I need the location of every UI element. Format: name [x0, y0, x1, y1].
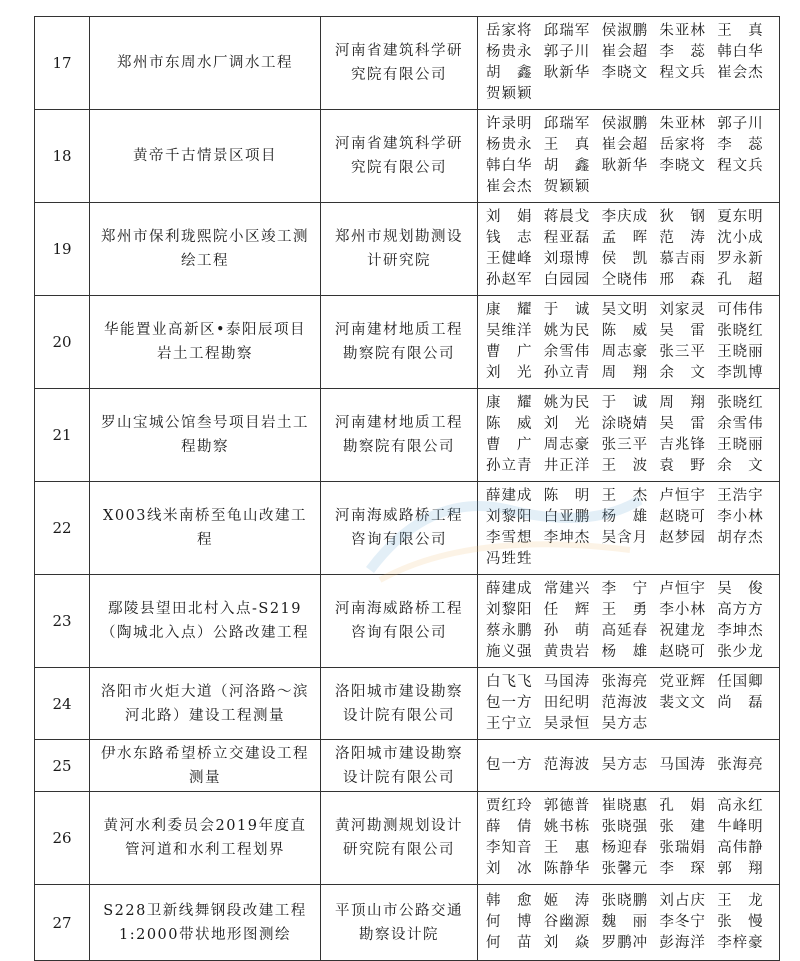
participant-name: 吴 雷	[659, 323, 706, 339]
participant-name: 张海亮	[717, 757, 764, 773]
participants-list	[486, 393, 775, 477]
participant-name: 程文兵	[659, 65, 706, 81]
participant-name: 王宁立	[486, 716, 533, 732]
participant-name: 李坤杰	[717, 623, 764, 639]
participant-name: 曹 广	[486, 344, 533, 360]
participant-name: 彭海洋	[659, 935, 706, 951]
participant-name: 郭德普	[543, 798, 591, 814]
participant-name: 岳家将	[659, 137, 706, 153]
participant-name: 刘 焱	[543, 935, 591, 951]
participant-name: 王浩宇	[717, 488, 764, 504]
participant-name: 常建兴	[543, 581, 591, 597]
participant-name: 刘黎阳	[486, 602, 533, 618]
organization-name: 洛阳城市建设勘察设计院有限公司	[321, 668, 478, 740]
participant-name: 张少龙	[717, 644, 764, 660]
participant-name: 岳家将	[486, 23, 533, 39]
participants-list	[486, 207, 775, 291]
participants-cell	[478, 740, 780, 792]
participant-name: 王健峰	[486, 251, 533, 267]
participant-name: 刘 冰	[486, 861, 533, 877]
participant-name: 崔会杰	[717, 65, 764, 81]
participant-name: 朱亚林	[659, 23, 706, 39]
row-number: 27	[35, 885, 90, 961]
participant-name: 范海波	[543, 757, 591, 773]
participant-name: 刘 光	[543, 416, 591, 432]
participant-name: 钱 志	[486, 230, 533, 246]
participant-name: 王 惠	[543, 840, 591, 856]
participant-name: 黄贵岩	[543, 644, 591, 660]
project-name: 伊水东路希望桥立交建设工程测量	[90, 740, 321, 792]
project-name: 鄢陵县望田北村入点-S219（陶城北入点）公路改建工程	[90, 575, 321, 668]
project-name: 黄帝千古情景区项目	[90, 110, 321, 203]
participant-name: 包一方	[486, 757, 533, 773]
participants-list	[486, 114, 775, 198]
participant-name: 王 杰	[601, 488, 649, 504]
row-number: 18	[35, 110, 90, 203]
participant-name: 吴 雷	[659, 416, 706, 432]
participants-list	[486, 579, 775, 663]
participant-name: 侯 凯	[601, 251, 649, 267]
participant-name: 刘家灵	[659, 302, 706, 318]
project-name: 罗山宝城公馆叁号项目岩土工程勘察	[90, 389, 321, 482]
participant-name: 李 蕊	[659, 44, 706, 60]
participant-name: 罗鹏冲	[601, 935, 649, 951]
row-number: 23	[35, 575, 90, 668]
participant-name: 刘占庆	[659, 893, 706, 909]
participant-name: 孙赵军	[486, 272, 533, 288]
participant-name: 尚 磊	[717, 695, 764, 711]
participant-name: 夏东明	[717, 209, 764, 225]
participant-name: 张馨元	[601, 861, 649, 877]
participants-cell	[478, 482, 780, 575]
participant-name: 李梓豪	[717, 935, 764, 951]
organization-name: 河南海威路桥工程咨询有限公司	[321, 575, 478, 668]
participant-name: 袁 野	[659, 458, 706, 474]
participant-name: 张 建	[659, 819, 706, 835]
participant-name: 高永红	[717, 798, 764, 814]
participants-cell	[478, 110, 780, 203]
row-number: 21	[35, 389, 90, 482]
project-name: S228卫新线舞钢段改建工程1:2000带状地形图测绘	[90, 885, 321, 961]
table-row	[35, 740, 780, 792]
participant-name: 涂晓婧	[601, 416, 649, 432]
participant-name: 姚书栋	[543, 819, 591, 835]
participant-name: 吴录恒	[543, 716, 591, 732]
participant-name: 邱瑞军	[543, 116, 591, 132]
participant-name: 李晓文	[601, 65, 649, 81]
participant-name: 韩白华	[486, 158, 533, 174]
participant-name: 陈 威	[601, 323, 649, 339]
participant-name: 贺颖颖	[543, 179, 591, 195]
participant-name: 高伟静	[717, 840, 764, 856]
participant-name: 马国涛	[543, 674, 591, 690]
participant-name: 杨 雄	[601, 509, 649, 525]
participant-name: 任 辉	[543, 602, 591, 618]
participant-name: 崔晓惠	[601, 798, 649, 814]
participant-name: 于 诚	[543, 302, 591, 318]
table-row	[35, 17, 780, 110]
participant-name: 韩白华	[717, 44, 764, 60]
participant-name: 慕吉雨	[659, 251, 706, 267]
project-name: 黄河水利委员会2019年度直管河道和水利工程划界	[90, 792, 321, 885]
participant-name: 胡存杰	[717, 530, 764, 546]
participant-name: 程文兵	[717, 158, 764, 174]
participant-name: 李 蕊	[717, 137, 764, 153]
participant-name: 王 真	[543, 137, 591, 153]
participant-name: 余雪伟	[717, 416, 764, 432]
participant-name: 吴 俊	[717, 581, 764, 597]
participant-name: 崔会超	[601, 44, 649, 60]
participant-name: 王晓丽	[717, 344, 764, 360]
participant-name: 薛 倩	[486, 819, 533, 835]
organization-name: 洛阳城市建设勘察设计院有限公司	[321, 740, 478, 792]
organization-name: 黄河勘测规划设计研究院有限公司	[321, 792, 478, 885]
participant-name: 党亚辉	[659, 674, 706, 690]
participant-name: 吴维洋	[486, 323, 533, 339]
participant-name: 张三平	[659, 344, 706, 360]
participant-name: 崔会杰	[486, 179, 533, 195]
participants-list	[486, 796, 775, 880]
participant-name: 胡 鑫	[486, 65, 533, 81]
participant-name: 白亚鹏	[543, 509, 591, 525]
participant-name: 沈小成	[717, 230, 764, 246]
participant-name: 王 真	[717, 23, 764, 39]
participant-name: 郭子川	[543, 44, 591, 60]
organization-name: 郑州市规划勘测设计研究院	[321, 203, 478, 296]
participant-name: 卢恒宇	[659, 488, 706, 504]
table-row	[35, 203, 780, 296]
participant-name: 程亚磊	[543, 230, 591, 246]
participant-name: 刘 娟	[486, 209, 533, 225]
row-number: 19	[35, 203, 90, 296]
participant-name: 张晓红	[717, 323, 764, 339]
participant-name: 陈静华	[543, 861, 591, 877]
participants-cell	[478, 575, 780, 668]
participant-name: 侯淑鹏	[601, 116, 649, 132]
participant-name: 刘璟博	[543, 251, 591, 267]
participant-name: 孟 晖	[601, 230, 649, 246]
participant-name: 姚为民	[543, 395, 591, 411]
awards-table	[34, 16, 780, 961]
participants-cell	[478, 203, 780, 296]
participant-name: 高延春	[601, 623, 649, 639]
participant-name: 周志豪	[543, 437, 591, 453]
participant-name: 孙立青	[543, 365, 591, 381]
participant-name: 余雪伟	[543, 344, 591, 360]
participant-name: 仝晓伟	[601, 272, 649, 288]
participant-name: 赵晓可	[659, 509, 706, 525]
participant-name: 吴文明	[601, 302, 649, 318]
participant-name: 侯淑鹏	[601, 23, 649, 39]
participant-name: 吴方志	[601, 716, 649, 732]
participant-name: 周 翔	[601, 365, 649, 381]
participant-name: 李知音	[486, 840, 533, 856]
participant-name: 孙 萌	[543, 623, 591, 639]
participant-name: 许录明	[486, 116, 533, 132]
participant-name: 何 博	[486, 914, 533, 930]
participant-name: 吴含月	[601, 530, 649, 546]
participant-name: 杨迎春	[601, 840, 649, 856]
project-name: 郑州市保利珑熙院小区竣工测绘工程	[90, 203, 321, 296]
project-name: 洛阳市火炬大道（河洛路～滨河北路）建设工程测量	[90, 668, 321, 740]
participants-cell	[478, 792, 780, 885]
participant-name: 赵晓可	[659, 644, 706, 660]
participant-name: 狄 钢	[659, 209, 706, 225]
participant-name: 郭子川	[717, 116, 764, 132]
participant-name: 王 龙	[717, 893, 764, 909]
participant-name: 裴文文	[659, 695, 706, 711]
project-name: 郑州市东周水厂调水工程	[90, 17, 321, 110]
table-row	[35, 575, 780, 668]
participants-list	[486, 672, 775, 735]
participant-name: 胡 鑫	[543, 158, 591, 174]
row-number: 24	[35, 668, 90, 740]
participants-cell	[478, 389, 780, 482]
participant-name: 范 涛	[659, 230, 706, 246]
participant-name: 姬 涛	[543, 893, 591, 909]
participant-name: 田纪明	[543, 695, 591, 711]
participant-name: 杨 雄	[601, 644, 649, 660]
table-row	[35, 885, 780, 961]
participant-name: 张海亮	[601, 674, 649, 690]
participant-name: 牛峰明	[717, 819, 764, 835]
participants-cell	[478, 668, 780, 740]
organization-name: 河南建材地质工程勘察院有限公司	[321, 296, 478, 389]
participant-name: 耿新华	[601, 158, 649, 174]
participant-name: 邱瑞军	[543, 23, 591, 39]
participant-name: 蔡永鹏	[486, 623, 533, 639]
participant-name: 刘 光	[486, 365, 533, 381]
participants-list	[486, 21, 775, 105]
participant-name: 姚为民	[543, 323, 591, 339]
table-row	[35, 792, 780, 885]
participant-name: 于 诚	[601, 395, 649, 411]
participant-name: 邢 森	[659, 272, 706, 288]
participant-name: 孙立青	[486, 458, 533, 474]
participant-name: 李雪想	[486, 530, 533, 546]
participant-name: 曹 广	[486, 437, 533, 453]
participant-name: 张晓鹏	[601, 893, 649, 909]
participant-name: 李小林	[717, 509, 764, 525]
participants-list	[486, 891, 775, 954]
row-number: 20	[35, 296, 90, 389]
participant-name: 井正洋	[543, 458, 591, 474]
participant-name: 耿新华	[543, 65, 591, 81]
row-number: 25	[35, 740, 90, 792]
participant-name: 张瑞娟	[659, 840, 706, 856]
organization-name: 河南省建筑科学研究院有限公司	[321, 17, 478, 110]
table-row	[35, 389, 780, 482]
participant-name: 崔会超	[601, 137, 649, 153]
project-name: 华能置业高新区•泰阳辰项目岩土工程勘察	[90, 296, 321, 389]
organization-name: 河南建材地质工程勘察院有限公司	[321, 389, 478, 482]
participant-name: 薛建成	[486, 488, 533, 504]
participant-name: 贺颖颖	[486, 86, 533, 102]
participant-name: 王 波	[601, 458, 649, 474]
participants-list	[486, 300, 775, 384]
participant-name: 白飞飞	[486, 674, 533, 690]
participant-name: 李小林	[659, 602, 706, 618]
participant-name: 吉兆锋	[659, 437, 706, 453]
participant-name: 朱亚林	[659, 116, 706, 132]
participant-name: 何 苗	[486, 935, 533, 951]
participant-name: 陈 威	[486, 416, 533, 432]
participant-name: 冯甡甡	[486, 551, 533, 567]
participant-name: 李凯博	[717, 365, 764, 381]
participant-name: 王 勇	[601, 602, 649, 618]
participant-name: 范海波	[601, 695, 649, 711]
participant-name: 余 文	[717, 458, 764, 474]
participant-name: 李 琛	[659, 861, 706, 877]
participant-name: 李庆成	[601, 209, 649, 225]
participants-list	[486, 486, 775, 570]
participant-name: 韩 愈	[486, 893, 533, 909]
participant-name: 吴方志	[601, 757, 649, 773]
organization-name: 平顶山市公路交通勘察设计院	[321, 885, 478, 961]
participant-name: 魏 丽	[601, 914, 649, 930]
participant-name: 余 文	[659, 365, 706, 381]
participant-name: 孔 娟	[659, 798, 706, 814]
project-name: X003线米南桥至龟山改建工程	[90, 482, 321, 575]
table-row	[35, 668, 780, 740]
participant-name: 高方方	[717, 602, 764, 618]
participant-name: 马国涛	[659, 757, 706, 773]
organization-name: 河南省建筑科学研究院有限公司	[321, 110, 478, 203]
participant-name: 卢恒宇	[659, 581, 706, 597]
participant-name: 孔 超	[717, 272, 764, 288]
participant-name: 白园园	[543, 272, 591, 288]
participant-name: 薛建成	[486, 581, 533, 597]
participants-cell	[478, 885, 780, 961]
participant-name: 罗永新	[717, 251, 764, 267]
row-number: 22	[35, 482, 90, 575]
participant-name: 周志豪	[601, 344, 649, 360]
participant-name: 王晓丽	[717, 437, 764, 453]
participant-name: 杨贵永	[486, 137, 533, 153]
participants-cell	[478, 296, 780, 389]
participant-name: 张 慢	[717, 914, 764, 930]
participants-cell	[478, 17, 780, 110]
organization-name: 河南海威路桥工程咨询有限公司	[321, 482, 478, 575]
participant-name: 蒋晨戈	[543, 209, 591, 225]
participant-name: 郭 翔	[717, 861, 764, 877]
participant-name: 任国卿	[717, 674, 764, 690]
participant-name: 张三平	[601, 437, 649, 453]
participant-name: 陈 明	[543, 488, 591, 504]
table-row	[35, 296, 780, 389]
participant-name: 赵梦园	[659, 530, 706, 546]
participant-name: 李坤杰	[543, 530, 591, 546]
participant-name: 周 翔	[659, 395, 706, 411]
participant-name: 刘黎阳	[486, 509, 533, 525]
participant-name: 康 耀	[486, 395, 533, 411]
participant-name: 李晓文	[659, 158, 706, 174]
participant-name: 可伟伟	[717, 302, 764, 318]
awards-table-body	[35, 17, 780, 961]
participant-name: 祝建龙	[659, 623, 706, 639]
participant-name: 施义强	[486, 644, 533, 660]
table-row	[35, 110, 780, 203]
participant-name: 张晓红	[717, 395, 764, 411]
participant-name: 张晓强	[601, 819, 649, 835]
participant-name: 李 宁	[601, 581, 649, 597]
participant-name: 康 耀	[486, 302, 533, 318]
participants-list	[486, 755, 775, 776]
table-row	[35, 482, 780, 575]
participant-name: 李冬宁	[659, 914, 706, 930]
row-number: 17	[35, 17, 90, 110]
participant-name: 包一方	[486, 695, 533, 711]
participant-name: 杨贵永	[486, 44, 533, 60]
participant-name: 贾红玲	[486, 798, 533, 814]
row-number: 26	[35, 792, 90, 885]
participant-name: 谷幽源	[543, 914, 591, 930]
